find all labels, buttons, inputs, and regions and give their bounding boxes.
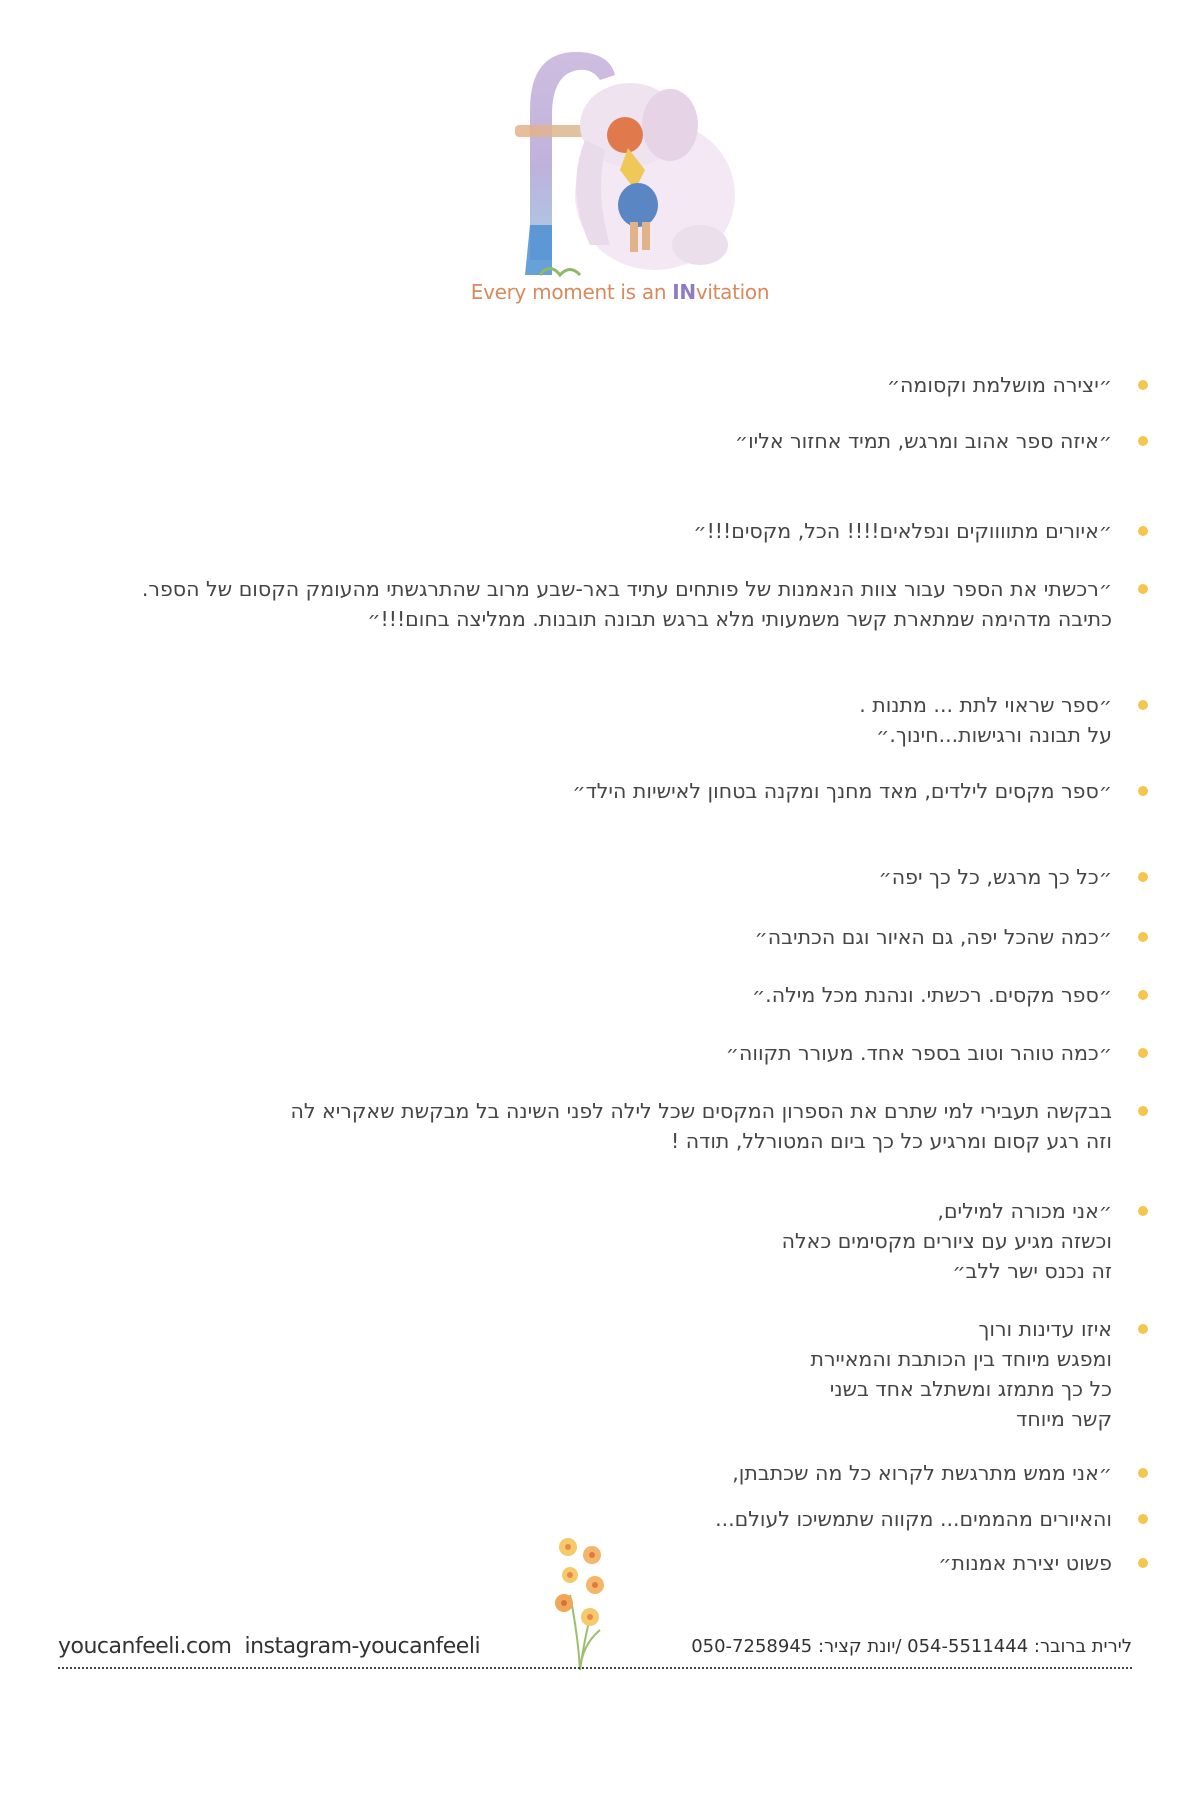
testimonial-item — [859, 690, 1112, 750]
footer-links — [58, 1634, 480, 1659]
bullet-icon — [1138, 990, 1148, 1000]
instagram-link[interactable]: instagram-youcanfeeli — [244, 1634, 481, 1659]
bullet-icon — [1138, 1206, 1148, 1216]
footer-contacts: לירית ברובר: 054-5511444 /יונת קציר: 050-7258945 — [691, 1636, 1132, 1657]
footer-divider — [58, 1667, 1132, 1669]
testimonial-line: איזו עדינות ורוך — [978, 1317, 1112, 1341]
testimonial-item — [142, 574, 1112, 634]
testimonial-line: ״יצירה מושלמת וקסומה״ — [886, 373, 1112, 397]
testimonial-item — [693, 516, 1112, 546]
website-link[interactable]: youcanfeeli.com — [58, 1634, 232, 1659]
testimonial-line: ״כמה טוהר וטוב בספר אחד. מעורר תקווה״ — [725, 1041, 1112, 1065]
testimonial-item — [752, 980, 1112, 1010]
bullet-icon — [1138, 584, 1148, 594]
bullet-icon — [1138, 1048, 1148, 1058]
testimonial-item — [735, 426, 1112, 456]
testimonial-line: ״רכשתי את הספר עבור צוות הנאמנות של פותחים עתיד באר-שבע מרוב שהתרגשתי מהעומק הקסום של הספר. — [141, 577, 1112, 601]
testimonial-item — [715, 1504, 1112, 1534]
testimonial-line: ״אני מכורה למילים, — [937, 1199, 1112, 1223]
testimonial-line: על תבונה ורגישות...חינוך.״ — [876, 723, 1112, 747]
bullet-icon — [1138, 786, 1148, 796]
testimonial-item — [938, 1548, 1112, 1578]
bullet-icon — [1138, 436, 1148, 446]
testimonial-line: ״איזה ספר אהוב ומרגש, תמיד אחזור אליו״ — [734, 429, 1112, 453]
bullet-icon — [1138, 1558, 1148, 1568]
bullet-icon — [1138, 932, 1148, 942]
bullet-icon — [1138, 700, 1148, 710]
testimonial-item — [811, 1314, 1112, 1434]
testimonial-line: ״אני ממש מתרגשת לקרוא כל מה שכתבתן, — [732, 1461, 1112, 1485]
testimonial-item — [755, 922, 1112, 952]
testimonial-line: ומפגש מיוחד בין הכותבת והמאיירת — [810, 1347, 1112, 1371]
testimonial-line: ״ספר מקסים. רכשתי. ונהנת מכל מילה.״ — [751, 983, 1112, 1007]
bullet-icon — [1138, 1514, 1148, 1524]
testimonial-line: ״ספר מקסים לילדים, מאד מחנך ומקנה בטחון לאישיות הילד״ — [572, 779, 1112, 803]
testimonial-item — [782, 1196, 1112, 1286]
testimonial-line: פשוט יצירת אמנות״ — [938, 1551, 1112, 1575]
testimonial-line: קשר מיוחד — [1016, 1407, 1112, 1431]
bullet-icon — [1138, 380, 1148, 390]
brand-tagline: Every moment is an INvitation — [470, 280, 770, 304]
testimonial-line: בבקשה תעבירי למי שתרם את הספרון המקסים שכל לילה לפני השינה בל מבקשת שאקריא לה — [290, 1099, 1112, 1123]
bullet-icon — [1138, 526, 1148, 536]
testimonial-line: כתיבה מדהימה שמתארת קשר משמעותי מלא ברגש תבונה תובנות. ממליצה בחום!!!״ — [367, 607, 1112, 631]
testimonial-item — [290, 1096, 1112, 1156]
testimonial-line: כל כך מתמזג ומשתלב אחד בשני — [829, 1377, 1112, 1401]
flower-illustration — [540, 1535, 630, 1675]
testimonial-item — [572, 776, 1112, 806]
testimonial-line: וכשזה מגיע עם ציורים מקסימים כאלה — [781, 1229, 1112, 1253]
testimonial-line: ״כל כך מרגש, כל כך יפה״ — [878, 865, 1112, 889]
testimonial-line: ״ספר שראוי לתת ... מתנות . — [859, 693, 1112, 717]
bullet-icon — [1138, 1106, 1148, 1116]
testimonial-item — [887, 370, 1112, 400]
testimonial-line: ״איורים מתווווקים ונפלאים!!!! הכל, מקסים!!!״ — [693, 519, 1112, 543]
bullet-icon — [1138, 872, 1148, 882]
bullet-icon — [1138, 1468, 1148, 1478]
testimonial-item — [732, 1458, 1112, 1488]
testimonial-line: זה נכנס ישר ללב״ — [952, 1259, 1112, 1283]
testimonial-line: וזה רגע קסום ומרגיע כל כך ביום המטורלל, תודה ! — [671, 1129, 1112, 1153]
testimonial-item — [879, 862, 1112, 892]
testimonial-line: והאיורים מהממים... מקווה שתמשיכו לעולם... — [715, 1507, 1112, 1531]
bullet-icon — [1138, 1324, 1148, 1334]
testimonial-line: ״כמה שהכל יפה, גם האיור וגם הכתיבה״ — [754, 925, 1112, 949]
testimonial-item — [726, 1038, 1112, 1068]
